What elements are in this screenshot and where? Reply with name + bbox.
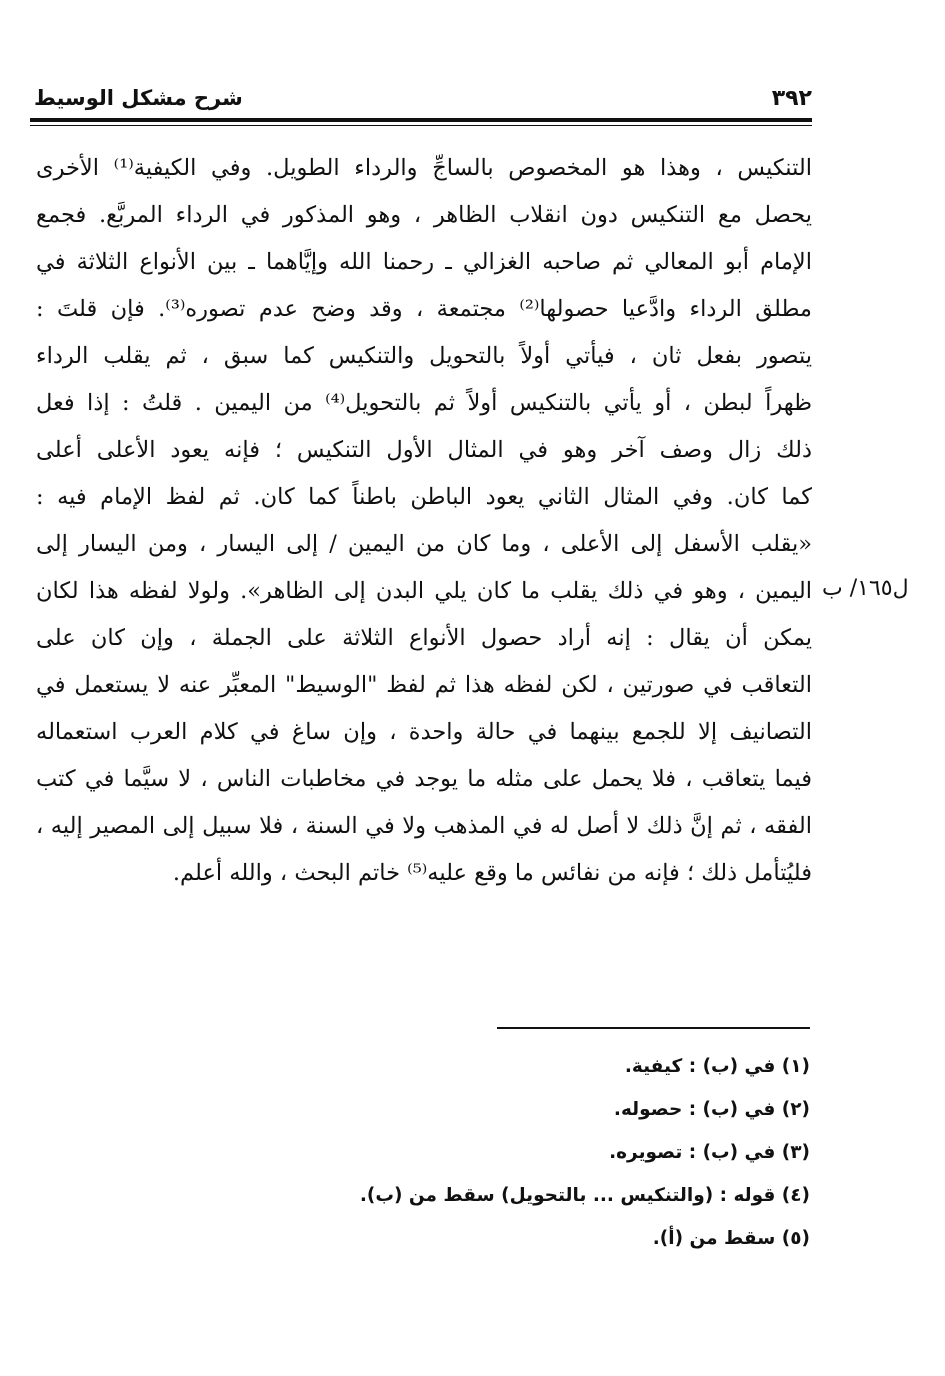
text-line: التصانيف إلا للجمع بينهما في حالة واحدة ، وإن ساغ في كلام العرب استعماله [36,719,812,745]
header-rule-thin [30,125,812,126]
text-line: التعاقب في صورتين ، لكن لفظه هذا ثم لفظ "الوسيط" المعبِّر عنه لا يستعمل في [36,672,812,698]
text-line: ذلك زال وصف آخر وهو في المثال الأول التنكيس ؛ فإنه يعود الأعلى أعلى [36,437,812,463]
page-header [30,86,812,126]
footnote: (٢) في (ب) : حصوله. [613,1099,810,1120]
text-line: يتصور بفعل ثان ، فيأتي أولاً بالتحويل والتنكيس كما سبق ، ثم يقلب الرداء [36,343,812,369]
manuscript-folio-note: ل١٦٥/ ب [822,576,909,601]
text-line: «يقلب الأسفل إلى الأعلى ، وما كان من اليمين / إلى اليسار ، ومن اليسار إلى [36,531,812,557]
text-line: كما كان. وفي المثال الثاني يعود الباطن باطناً كما كان. ثم لفظ الإمام فيه : [36,484,812,510]
text-line: اليمين ، وهو في ذلك يقلب ما كان يلي البدن إلى الظاهر». ولولا لفظه هذا لكان [36,578,812,604]
text-line: التنكيس ، وهذا هو المخصوص بالساجِّ والرداء الطويل. وفي الكيفية⁽¹⁾ الأخرى [36,155,812,181]
footnote: (٤) قوله : (والتنكيس ... بالتحويل) سقط من (ب). [359,1185,810,1206]
text-line: الإمام أبو المعالي ثم صاحبه الغزالي ـ رحمنا الله وإيَّاهما ـ بين الأنواع الثلاثة في [36,249,812,275]
main-text [36,145,812,897]
footnote: (٥) سقط من (أ). [652,1228,810,1249]
text-line: يمكن أن يقال : إنه أراد حصول الأنواع الثلاثة على الجملة ، وإن كان على [36,625,812,651]
text-line: يحصل مع التنكيس دون انقلاب الظاهر ، وهو المذكور في الرداء المربَّع. فجمع [36,202,812,228]
text-line: ظهراً لبطن ، أو يأتي بالتنكيس أولاً ثم بالتحويل⁽⁴⁾ من اليمين . قلتُ : إذا فعل [36,390,812,416]
header-rule-thick [30,118,812,122]
footnotes [300,1045,810,1260]
running-title: شرح مشكل الوسيط [34,86,243,110]
footnote: (١) في (ب) : كيفية. [624,1056,810,1077]
text-line: الفقه ، ثم إنَّ ذلك لا أصل له في المذهب ولا في السنة ، فلا سبيل إلى المصير إليه ، [36,813,812,839]
footnote: (٣) في (ب) : تصويره. [609,1142,810,1163]
text-line: فيما يتعاقب ، فلا يحمل على مثله ما يوجد في مخاطبات الناس ، لا سيَّما في كتب [36,766,812,792]
text-line: فليُتأمل ذلك ؛ فإنه من نفائس ما وقع عليه⁽⁵⁾ خاتم البحث ، والله أعلم. [172,860,812,886]
page-number: ٣٩٢ [771,86,812,111]
text-line: مطلق الرداء وادَّعيا حصولها⁽²⁾ مجتمعة ، وقد وضح عدم تصوره⁽³⁾. فإن قلتَ : [36,296,812,322]
footnote-separator [497,1027,810,1029]
